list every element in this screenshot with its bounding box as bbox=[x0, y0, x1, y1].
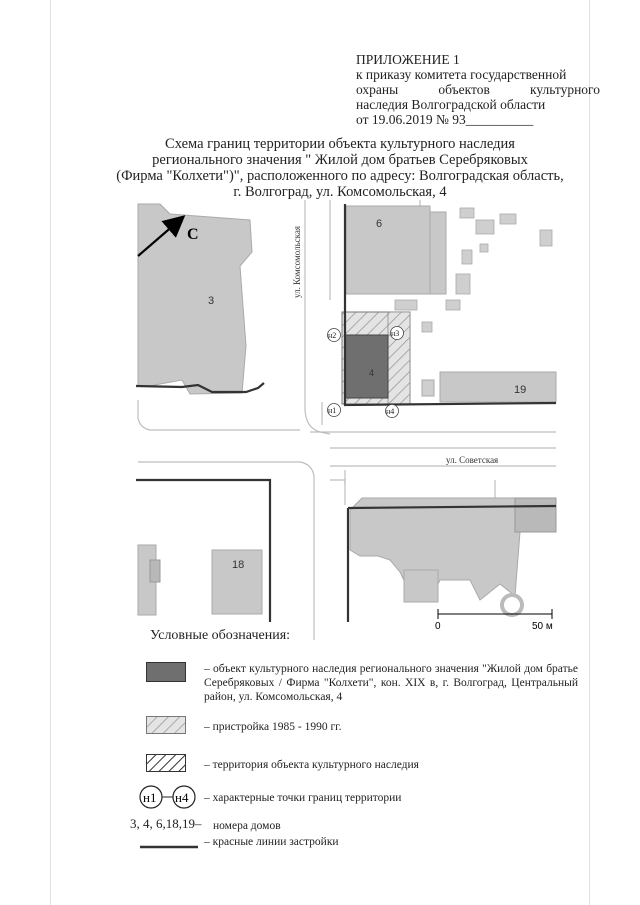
building-6 bbox=[346, 206, 430, 294]
boundary-point-n2 bbox=[328, 329, 341, 342]
legend-swatch-points bbox=[138, 784, 200, 810]
legend-text-extension: – пристройка 1985 - 1990 гг. bbox=[204, 721, 342, 733]
building-18-number: 18 bbox=[232, 559, 245, 571]
building-19 bbox=[440, 372, 556, 402]
svg-text:н4: н4 bbox=[386, 407, 395, 416]
boundary-point-n4 bbox=[386, 405, 399, 418]
legend-point-n4: н4 bbox=[175, 790, 189, 805]
legend-swatch-red-lines bbox=[140, 843, 198, 851]
building-6-number: 6 bbox=[376, 218, 383, 230]
appendix-label: ПРИЛОЖЕНИЕ 1 bbox=[356, 52, 460, 67]
round-plaza bbox=[502, 595, 522, 615]
scale-start: 0 bbox=[435, 621, 441, 632]
order-ref-line-3: наследия Волгоградской области bbox=[356, 97, 546, 112]
street-komsomolskaya-label: ул. Комсомольская bbox=[292, 225, 302, 298]
building-6-annex bbox=[430, 212, 446, 294]
legend-item-heritage-object bbox=[146, 662, 186, 682]
order-ref-line-2: охраны объектов культурного bbox=[356, 82, 600, 97]
order-date: от 19.06.2019 № 93__________ bbox=[356, 112, 534, 127]
building-southeast-core bbox=[404, 570, 438, 602]
legend-swatch-heritage bbox=[146, 662, 186, 682]
building-3-number: 3 bbox=[208, 295, 215, 307]
scale-bar bbox=[435, 609, 553, 632]
legend-symbol-house-numbers: 3, 4, 6,18,19– bbox=[130, 816, 202, 831]
site-map bbox=[0, 190, 640, 640]
legend-point-n1: н1 bbox=[143, 790, 157, 805]
svg-text:н3: н3 bbox=[391, 329, 400, 338]
legend-item-territory bbox=[146, 754, 186, 772]
scheme-title-line-4: г. Волгоград, ул. Комсомольская, 4 bbox=[233, 184, 447, 200]
boundary-point-n3 bbox=[391, 327, 404, 340]
building-4-number: 4 bbox=[369, 368, 375, 378]
legend-text-heritage-object: – объект культурного наследия регионального значения "Жилой дом братье Серебряковых / Фирма "Колхети", кон. XIX в, г. Волгоград, Центральный район, ул. Комсомольская, 4 bbox=[204, 663, 578, 703]
heritage-object bbox=[345, 335, 388, 398]
appendix-header bbox=[356, 52, 600, 127]
order-ref-line-1: к приказу комитета государственной bbox=[356, 67, 567, 82]
building-19-small bbox=[422, 380, 434, 396]
legend-text-territory: – территория объекта культурного наследия bbox=[204, 759, 419, 771]
building-west-south-annex bbox=[150, 560, 160, 582]
scheme-title-line-2: регионального значения " Жилой дом братьев Серебряковых bbox=[152, 152, 528, 168]
scheme-title-line-1: Схема границ территории объекта культурного наследия bbox=[165, 136, 515, 152]
legend-swatch-extension bbox=[146, 716, 186, 734]
legend-text-house-numbers: номера домов bbox=[213, 820, 281, 832]
extension-building bbox=[388, 312, 410, 404]
scheme-title-line-3: (Фирма "Колхети")", расположенного по адресу: Волгоградская область, bbox=[116, 168, 564, 184]
legend-text-points: – характерные точки границ территории bbox=[204, 792, 402, 804]
svg-text:н2: н2 bbox=[328, 331, 337, 340]
building-19-number: 19 bbox=[514, 384, 527, 396]
svg-text:н1: н1 bbox=[328, 406, 337, 415]
legend-item-points bbox=[138, 784, 200, 810]
street-sovetskaya-label: ул. Советская bbox=[446, 455, 499, 465]
legend-title: Условные обозначения: bbox=[150, 628, 291, 643]
legend-item-red-lines bbox=[140, 838, 198, 846]
boundary-point-n1 bbox=[328, 404, 341, 417]
north-label: С bbox=[187, 226, 199, 243]
legend-swatch-territory bbox=[146, 754, 186, 772]
building-southeast-tower bbox=[515, 498, 556, 532]
scale-end: 50 м bbox=[532, 621, 553, 632]
legend-item-extension bbox=[146, 716, 186, 734]
legend-text-red-lines: – красные линии застройки bbox=[204, 836, 339, 848]
